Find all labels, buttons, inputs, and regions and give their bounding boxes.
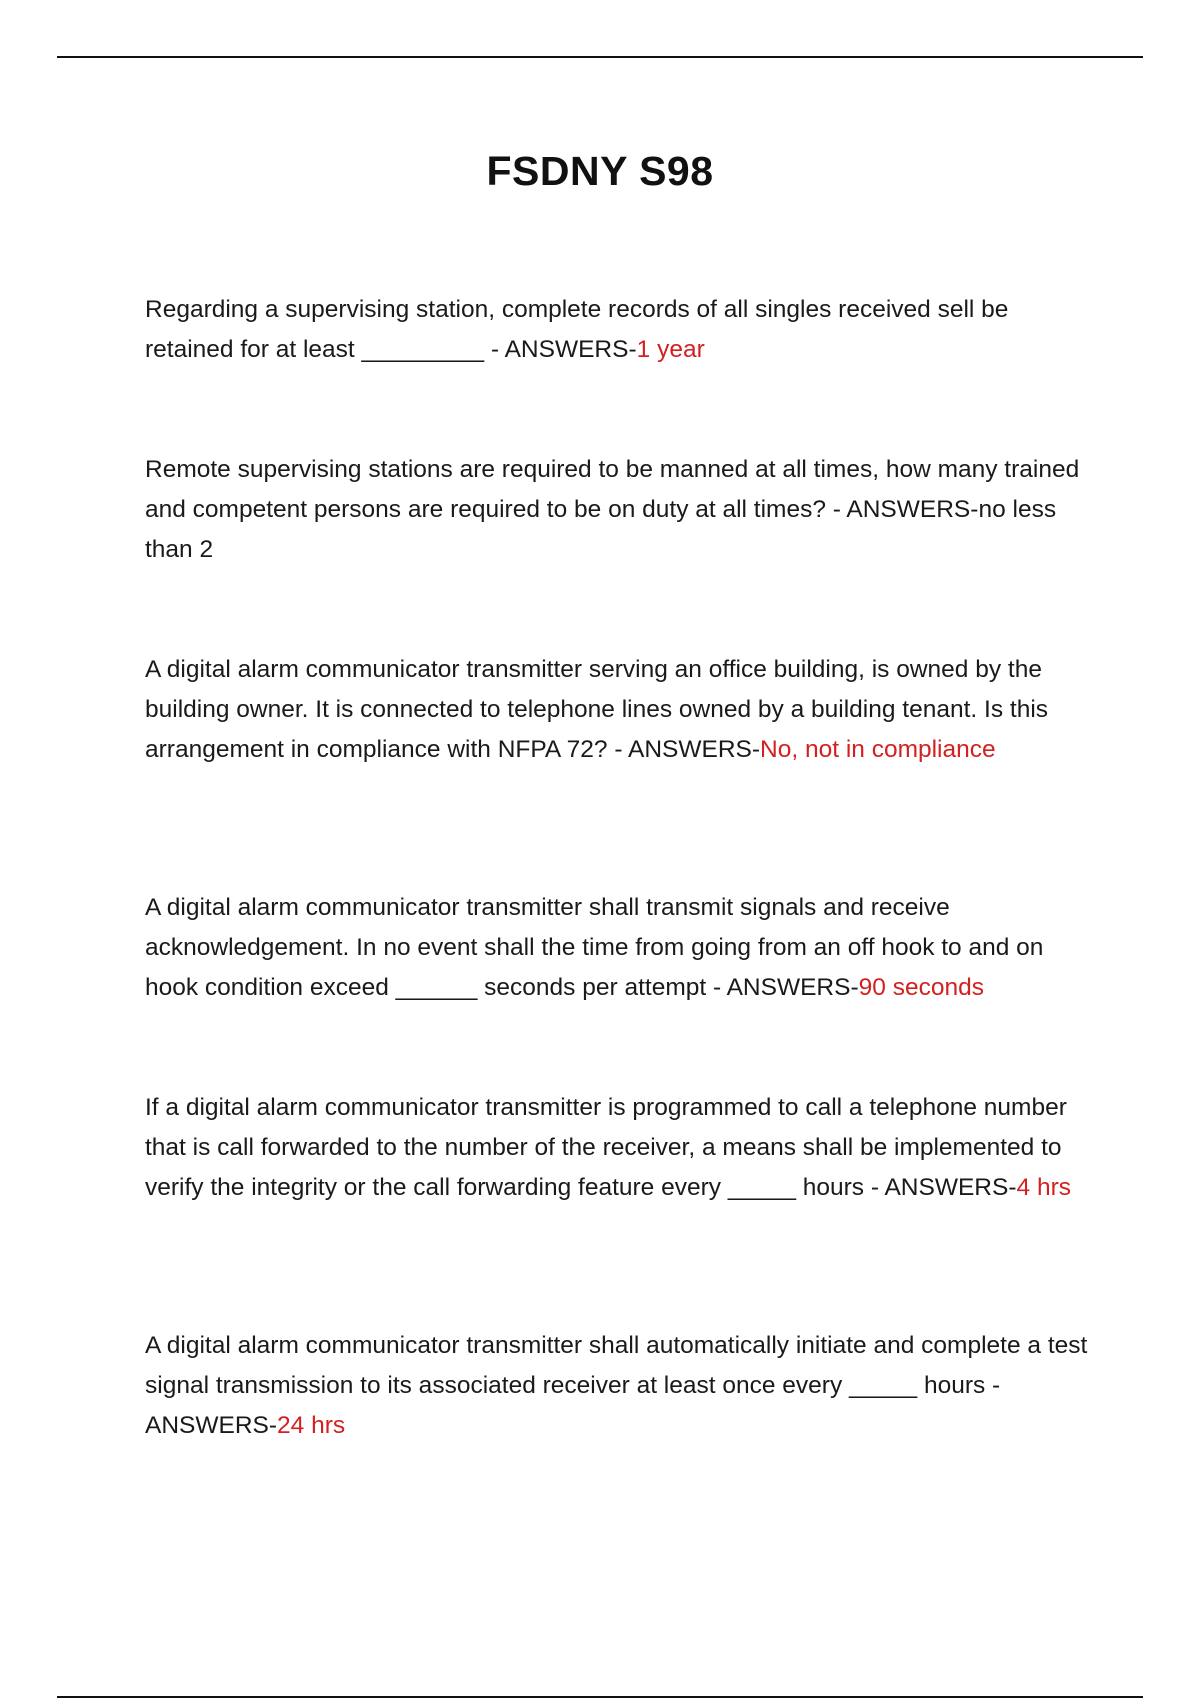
page-title: FSDNY S98 — [486, 148, 714, 194]
qa-item — [145, 650, 1095, 770]
answer-text: 1 year — [636, 336, 705, 363]
answer-prefix: - ANSWERS- — [484, 336, 637, 363]
qa-item — [145, 888, 1095, 1008]
qa-item — [145, 450, 1095, 570]
bottom-rule — [57, 1696, 1143, 1698]
answer-text: No, not in compliance — [760, 736, 996, 763]
question-text: Regarding a supervising station, complete records of all singles received sell be retained for at least _________ — [145, 296, 1009, 363]
question-text: A digital alarm communicator transmitter serving an office building, is owned by the building owner. It is connected to telephone lines owned by a building tenant. Is this arrangement in compliance with NFPA 72? — [145, 656, 1049, 763]
answer-prefix: - ANSWERS- — [145, 1372, 1001, 1439]
question-text: If a digital alarm communicator transmitter is programmed to call a telephone number that is call forwarded to the number of the receiver, a means shall be implemented to verify the integrity or the call forwarding feature every _____ hours — [145, 1094, 1067, 1201]
answer-prefix: - ANSWERS- — [607, 736, 761, 763]
qa-item — [145, 1088, 1095, 1208]
answer-text: 90 seconds — [858, 974, 984, 1001]
question-text: A digital alarm communicator transmitter shall transmit signals and receive acknowledgement. In no event shall the time from going from an off hook to and on hook condition exceed ______ seconds per attempt — [145, 894, 1044, 1001]
top-rule — [57, 56, 1143, 58]
answer-text: 4 hrs — [1016, 1174, 1071, 1201]
answer-text: 24 hrs — [277, 1412, 346, 1439]
qa-item — [145, 290, 1095, 370]
answer-text: no less than 2 — [145, 496, 1057, 563]
question-text: Remote supervising stations are required to be manned at all times, how many trained and competent persons are required to be on duty at all times? — [145, 456, 1080, 523]
answer-prefix: - ANSWERS- — [864, 1174, 1017, 1201]
answer-prefix: - ANSWERS- — [825, 496, 979, 523]
qa-item — [145, 1326, 1095, 1446]
question-text: A digital alarm communicator transmitter shall automatically initiate and complete a test signal transmission to its associated receiver at least once every _____ hours — [145, 1332, 1088, 1399]
answer-prefix: - ANSWERS- — [706, 974, 859, 1001]
